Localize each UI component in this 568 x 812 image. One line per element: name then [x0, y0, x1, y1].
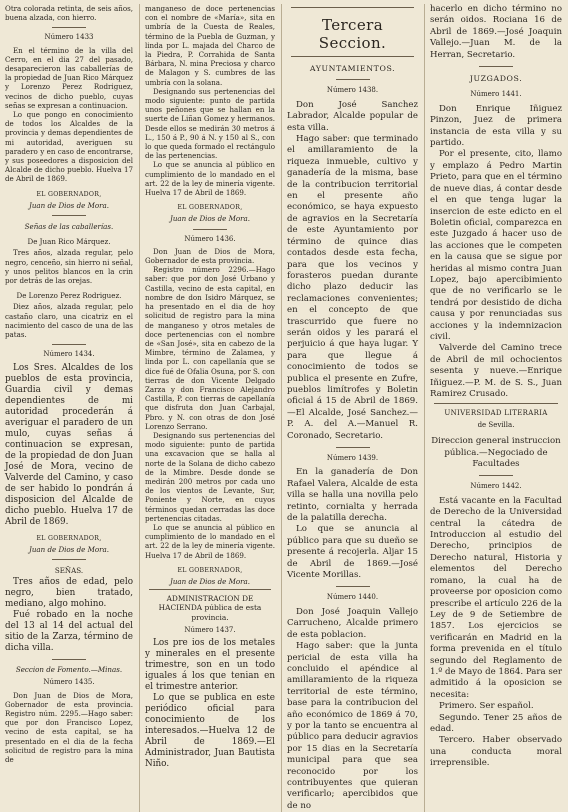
- paragraph: Don José Sanchez Labrador, Alcalde popular de esta villa.: [287, 99, 418, 133]
- paragraph: Segundo. Tener 25 años de edad.: [430, 712, 562, 734]
- paragraph: Valverde del Camino trece de Abril de mil ochocientos sesenta y nueve.—Enrique Iñiguez.—P. M. de S. S., Juan Ramirez Crusado.: [430, 343, 562, 399]
- paragraph: Direccion general instruccion pública.—Negociado de Facultades: [431, 436, 561, 470]
- signature-title: EL GOBERNADOR,: [36, 534, 102, 542]
- notice-number: Número 1436.: [184, 234, 236, 243]
- paragraph: Lo que se anuncia al público en cumplimiento de lo mandado en el art. 22 de la ley de minería vigente. Huelva 17 de Abril de 1869.: [145, 160, 275, 198]
- paragraph: Don Juan de Dios de Mora, Gobernador de esta provincia.: [145, 246, 275, 266]
- column-1: [0, 4, 140, 812]
- divider: [52, 659, 86, 660]
- notice-number: Número 1441.: [470, 90, 522, 99]
- column-3: [282, 4, 425, 812]
- notice-number: Número 1434.: [43, 350, 95, 359]
- paragraph: Fué robado en la noche del 13 al 14 del actual del sitio de la Zarza, término de dicha villa.: [5, 610, 133, 654]
- divider: [149, 589, 271, 590]
- divider: [193, 229, 227, 230]
- signature-name: Juan de Dios de Mora.: [170, 576, 250, 586]
- section-heading: UNIVERSIDAD LITERARIA: [444, 409, 548, 418]
- paragraph: Otra colorada retinta, de seis años, buena alzada, con hierro.: [5, 4, 133, 23]
- section-heading: AYUNTAMIENTOS.: [309, 64, 396, 73]
- divider: [291, 56, 414, 57]
- divider: [479, 66, 513, 67]
- signature-title: EL GOBERNADOR,: [177, 566, 243, 574]
- signature-name: Juan de Dios de Mora.: [29, 200, 109, 210]
- column-2: [140, 4, 282, 812]
- paragraph: Los Sres. Alcaldes de los pueblos de esta provincia, Guardia civil y demas dependientes de mi autoridad procederán á averiguar el paradero de un mulo, cuyas señas á continuacion se expresan, de la propiedad de don Juan José de Mora, vecino de Valverde del Camino, y caso de ser habido lo pondrán á disposicion del Alcalde de dicho pueblo. Huelva 17 de Abril de 1869.: [5, 362, 133, 527]
- divider: [336, 79, 370, 80]
- paragraph: Tres años de edad, pelo negro, bien tratado, mediano, algo mohino.: [5, 577, 133, 610]
- paragraph: Lo que se anuncia al público en cumplimiento de lo mandado en el art. 22 de la ley de minería vigente. Huelva 17 de Abril de 1869.: [145, 522, 275, 560]
- paragraph: manganeso de doce pertenencias con el nombre de «María», sita en umbría de la Cuesta de Reales, término de la Puebla de Guzman, y linda por L. majada del Charco de la Piedra, P. Corrahida de Santa Bárbara, N. mina Preciosa y charco de Malagon y S. cumbres de las umbría con la solana.: [145, 4, 275, 87]
- divider: [336, 586, 370, 587]
- notice-number: Número 1439.: [326, 454, 379, 462]
- notice-number: Número 1442.: [470, 482, 522, 491]
- paragraph: En el término de la villa del Cerro, en el dia 27 del pasado, desaparecieron las caballerías de la propiedad de Juan Rico Márquez y Lorenzo Perez Rodriguez, vecinos de dicho pueblo, cuyas señas se expresan a continuacion.: [5, 45, 133, 110]
- paragraph: Don José Joaquin Vallejo Carrucheno, Alcalde primero de esta poblacion.: [287, 606, 418, 640]
- subheading: Seccion de Fomento.—Minas.: [15, 665, 123, 675]
- signature-title: EL GOBERNADOR,: [177, 204, 243, 212]
- paragraph: Don Enrique Iñiguez Pinzon, Juez de primera instancia de esta villa y su partido.: [430, 103, 562, 149]
- divider: [52, 344, 86, 345]
- paragraph: Designando sus pertenencias del modo siguiente: punto de partida unos peñones que se hallan en la suerte de Liñan Gomez y hermanos. Desde ellos se medirán 30 metros á L., 150 á P., 90 á N. y 150 al S., con lo que queda formado el rectángulo de las pertenencias.: [145, 86, 275, 161]
- section-subheading: de Sevilla.: [477, 420, 515, 429]
- paragraph: Designando sus pertenencias del modo siguiente: punto de partida una excavacion que se halla al norte de la Solana de dicho cabezo de la Mimbre. Desde donde se medirán 200 metros por cada uno de los vientos de Levante, Sur, Poniente y Norte, en cuyos términos quedan cerradas las doce pertenencias citadas.: [145, 430, 275, 523]
- divider: [479, 475, 513, 476]
- paragraph: Lo que pongo en conocimiento de todos los Alcaldes de la provincia y demas dependientes de mi autoridad, averiguen su paradero y en caso de encontrarse, y sus poseedores a disposicion del Alcalde de dicho pueblo. Huelva 17 de Abril de 1869.: [5, 110, 133, 184]
- paragraph: hacerlo en dicho término no serán oidos. Rociana 16 de Abril de 1869.—José Joaquin Vallejo.—Juan M. de la Herran, Secretario.: [430, 4, 562, 60]
- notice-number: Número 1440.: [326, 593, 379, 602]
- paragraph: Lo que se publica en este periódico oficial para conocimiento de los interesados.—Huelva 12 de Abril de 1869.—El Administrador, Juan Bautista Niño.: [145, 693, 275, 769]
- paragraph: Lo que se anuncia al público para que su dueño se presente á recojerla. Aljar 15 de Abril de 1869.—José Vicente Morillas.: [287, 524, 418, 581]
- subheading: De Lorenzo Perez Rodriguez.: [16, 291, 122, 301]
- signature-title: EL GOBERNADOR,: [36, 190, 102, 198]
- paragraph: Los pre ios de los metales y minerales en el presente trimestre, son en un todo iguales á los que tenian en el trimestre anterior.: [145, 638, 275, 692]
- signature-name: Juan de Dios de Mora.: [170, 214, 250, 224]
- paragraph: Primero. Ser español.: [439, 701, 534, 712]
- subheading: Señas de las caballerías.: [24, 222, 114, 232]
- divider: [52, 559, 86, 560]
- paragraph: Registro número 2296.—Hago saber: que por don José Urbano y Castilla, vecino de esta capital, en nombre de don Isidro Márquez, se ha presentado en el dia de hoy solicitud de registro para la mina de manganeso y otros metales de doce pertenencias con el nombre de «San José», sita en cabezo de la Mimbre, término de Zalamea, y linda por L. con capellanía que se dice fué de Ofalia Osuna, por S. con tierras de don Vicente Delgado Zarza y don Francisco Alejandro Castilla, P. con tierras de capellanía que disfruta don Juan Carbajal, Pbro. y N. con otras de don José Lorenzo Serrano.: [145, 265, 275, 431]
- paragraph: Por el presente, cito, llamo y emplazo á Pedro Martin Prieto, para que en el término de nueve dias, á contar desde el en que tenga lugar la insercion de este edicto en el Boletin oficial, comparezca en este Juzgado á hacer uso de las acciones que le competen en la causa que se sigue por heridas al mismo contra Juan Lopez, bajo apercibimiento que de no verificarlo se le tendrá por desistido de dicha causa y por renunciadas sus acciones y la indemnizacion civil.: [430, 149, 562, 342]
- section-heading: ADMINISTRACION DE HACIENDA pública de esta provincia.: [158, 594, 262, 622]
- subheading: De Juan Rico Márquez.: [27, 237, 111, 247]
- signature-name: Juan de Dios de Mora.: [29, 544, 109, 554]
- paragraph: Don Juan de Dios de Mora, Gobernador de esta provincia. Registro núm. 2295.—Hago saber: que por don Francisco Lopez, vecino de esta capital, se ha presentado en el dia de la fecha solicitud de registro para la mina de: [5, 690, 133, 764]
- notice-number: Número 1435.: [43, 678, 95, 687]
- divider: [52, 215, 86, 216]
- paragraph: Hago saber: que terminado el amillaramiento de la riqueza inmueble, cultivo y ganadería de la misma, base de la contribucion territorial en el presente año económico, se haya expuesto de agravios en la Secretaría de este Ayuntamiento por término de quince dias contados desde esta fecha, para que los vecinos y forasteros puedan durante dicho plazo deducir las reclamaciones convenientes; en el concepto de que trascurrido que fuere no serán oidos y les parará el perjuicio á que haya lugar. Y para que llegue á conocimiento de todos se publica el presente en Zufre, pueblos limítrofes y Boletin oficial á 15 de Abril de 1869.—El Alcalde, José Sanchez.—P. A. del A.—Manuel R. Coronado, Secretario.: [287, 134, 418, 441]
- divider: [291, 7, 414, 8]
- divider: [434, 403, 558, 404]
- paragraph: Está vacante en la Facultad de Derecho de la Universidad central la cátedra de Introduccion al estudio del Derecho, principios de Derecho natural, Historia y elementos del Derecho romano, la cual ha de proveerse por oposicion como prescribe el artículo 226 de la Ley de 9 de Setiembre de 1857. Los ejercicios se verificarán en Madrid en la forma prevenida en el título segundo del Reglamento de 1.º de Mayo de 1864. Para ser admitido á la oposicion se necesita:: [430, 495, 562, 700]
- section-title: Tercera Seccion.: [318, 16, 387, 52]
- subheading: SEÑAS.: [54, 565, 84, 575]
- divider: [336, 447, 370, 448]
- section-heading: JUZGADOS.: [469, 74, 523, 84]
- divider: [52, 27, 86, 28]
- column-4: [425, 4, 568, 812]
- paragraph: En la ganadería de Don Rafael Valera, Alcalde de esta villa se halla una novilla pelo retinto, cornialta y herrada de la palatilla derecha.: [287, 467, 418, 524]
- notice-number: Número 1438.: [326, 86, 379, 95]
- paragraph: Tres años, alzada regular, pelo negro, cenceño, sin hierro ni señal, y unos pelitos blancos en la crin por detrás de las orejas.: [5, 248, 133, 286]
- paragraph: Tercero. Haber observado una conducta moral irreprensible.: [430, 735, 562, 769]
- notice-number: Número 1437.: [184, 625, 236, 634]
- paragraph: Hago saber: que la junta pericial de esta villa ha concluido el apéndice al amillaramiento de la riqueza territorial de este término, base para la contribucion del año económico de 1869 á 70, y por la tanto se encuentra al público para deducir agravios por 15 dias en la Secretaría municipal para que sea reconocido por los contribuyentes que quieran verificarlo; apercibidos que de no: [287, 641, 418, 811]
- paragraph: Diez años, alzada regular, pelo castaño claro, una cicatriz en el nacimiento del casco de una de las patas.: [5, 302, 133, 340]
- notice-number: Número 1433: [44, 33, 94, 42]
